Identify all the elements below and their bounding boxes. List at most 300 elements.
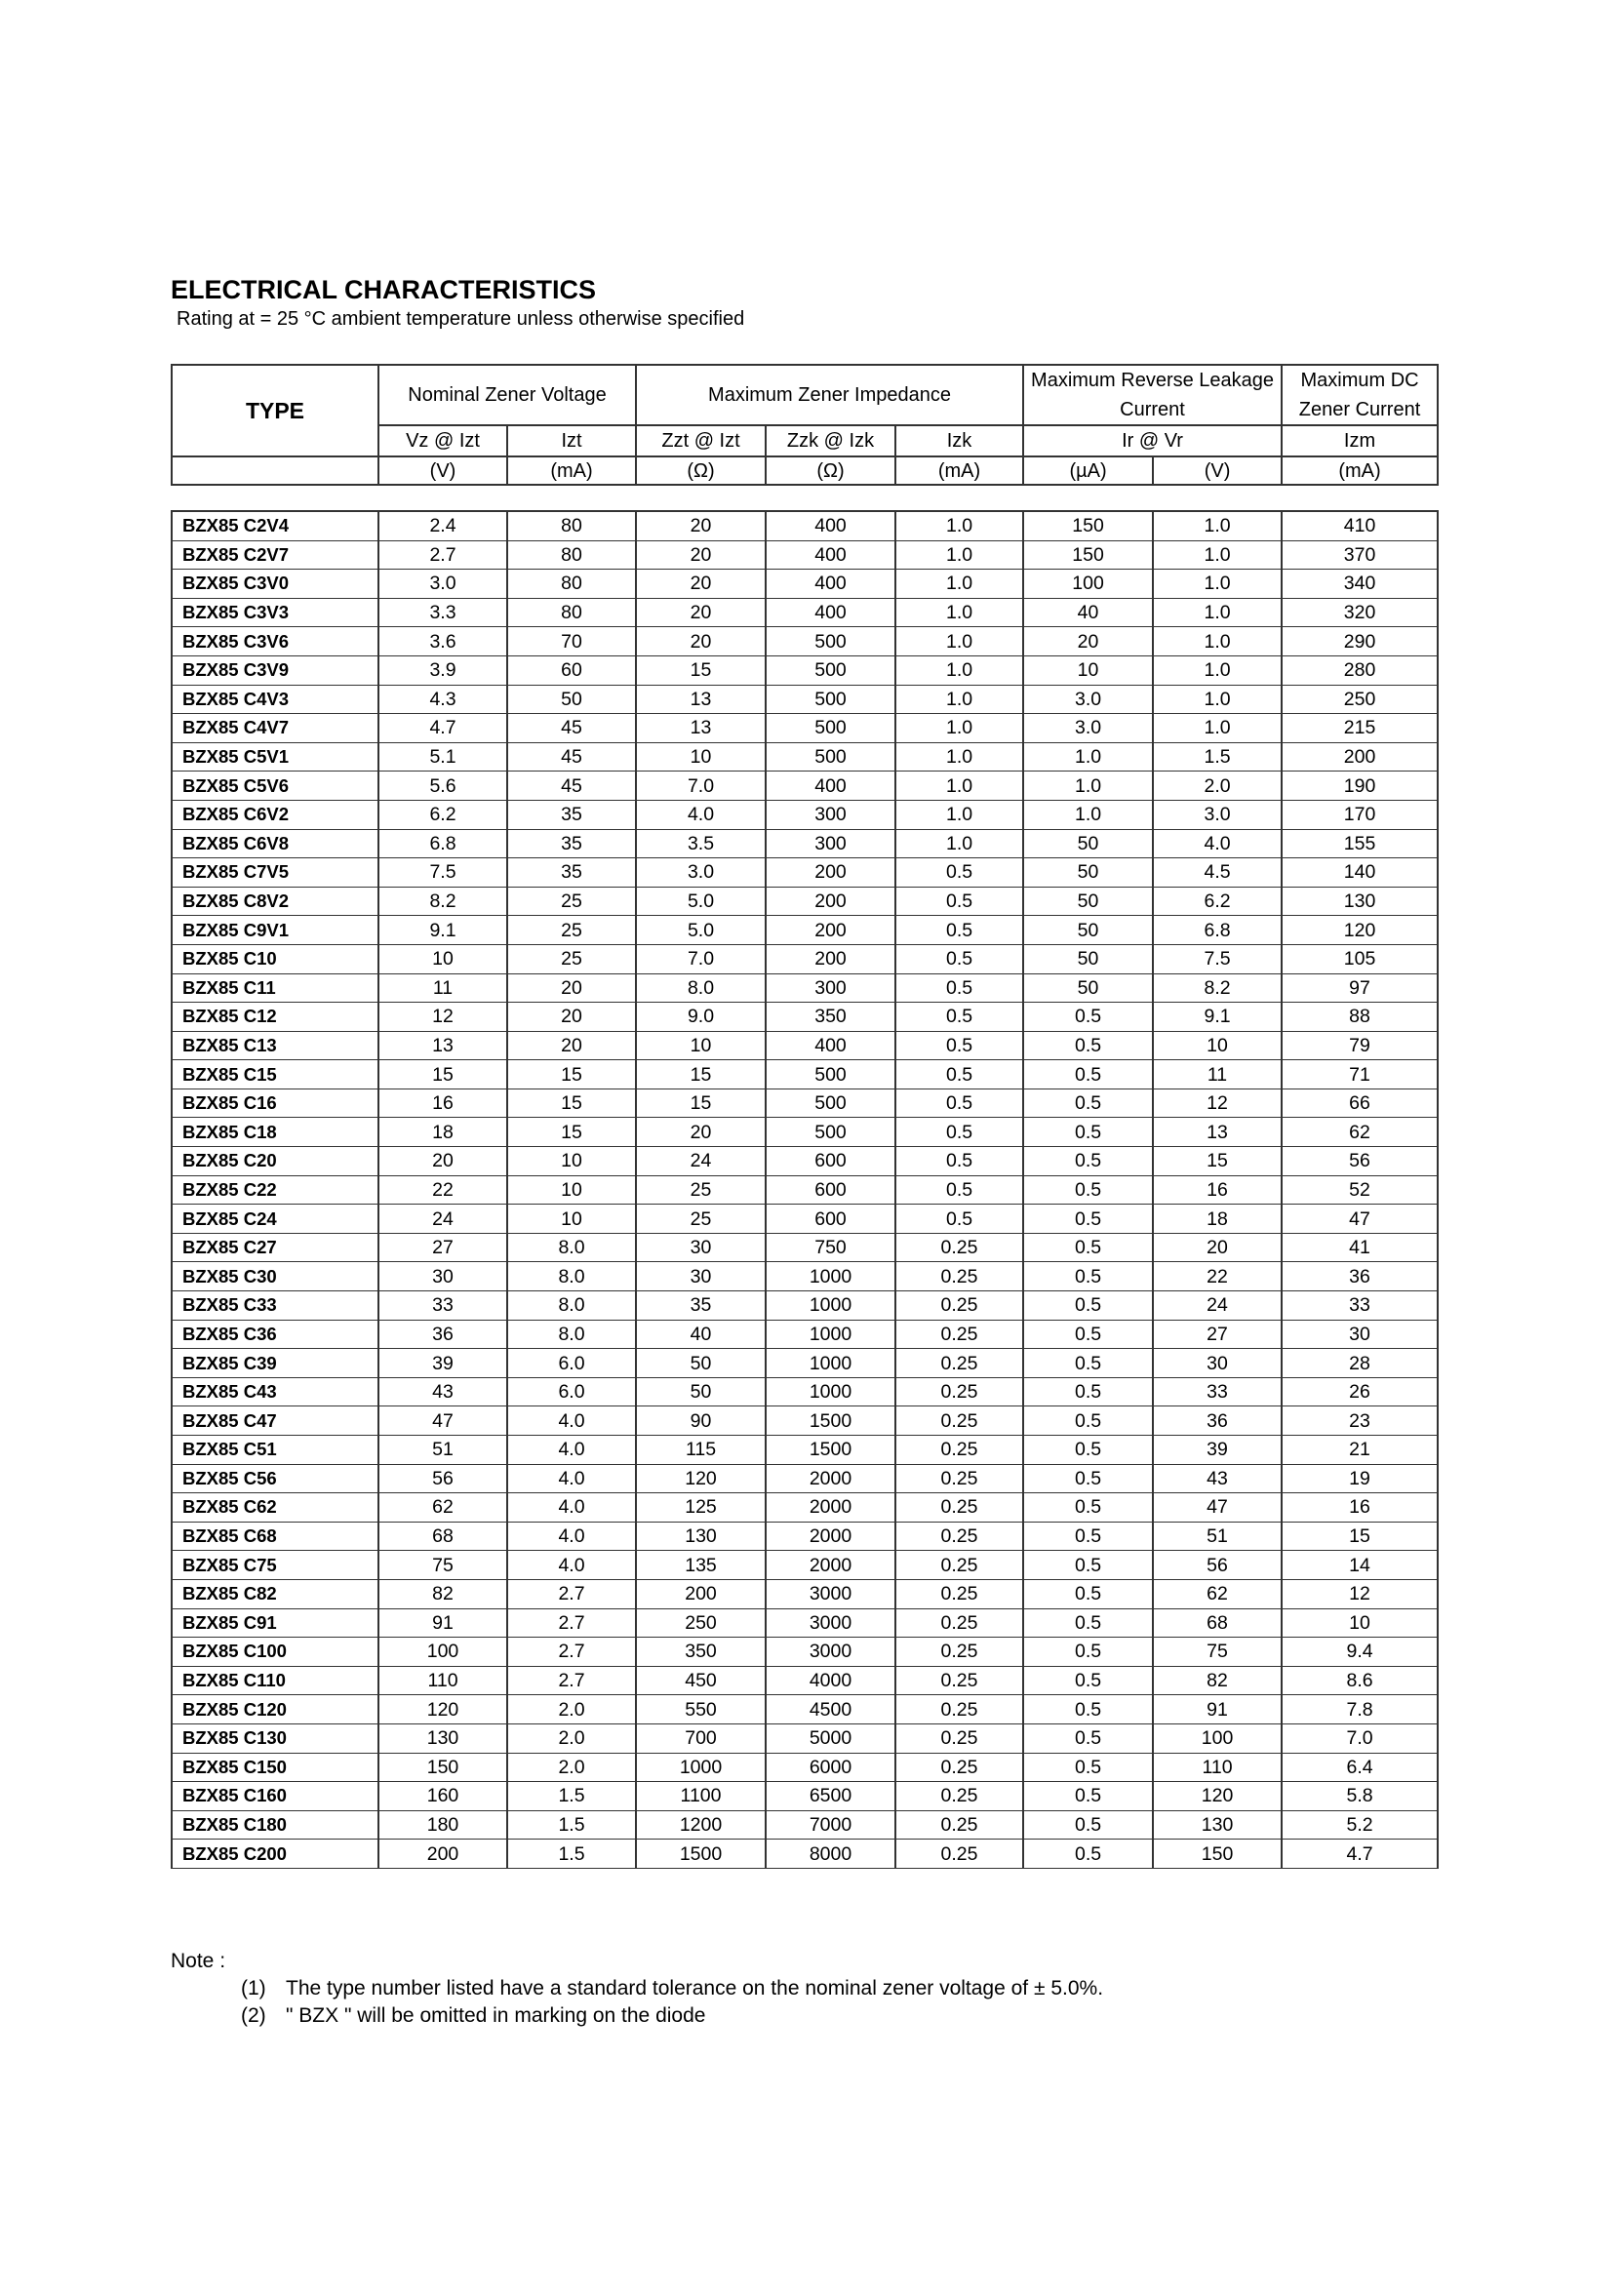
cell-izk: 0.25 (895, 1753, 1023, 1782)
cell-type: BZX85 C5V1 (172, 742, 378, 772)
cell-zzt: 125 (636, 1493, 766, 1523)
cell-zzt: 25 (636, 1205, 766, 1234)
cell-izm: 19 (1282, 1464, 1438, 1493)
cell-zzk: 6500 (766, 1782, 895, 1811)
cell-ir: 1.0 (1023, 772, 1153, 801)
cell-ir: 0.5 (1023, 1377, 1153, 1406)
cell-ir: 50 (1023, 887, 1153, 916)
cell-zzt: 50 (636, 1377, 766, 1406)
cell-type: BZX85 C75 (172, 1551, 378, 1580)
cell-type: BZX85 C11 (172, 973, 378, 1003)
cell-izk: 0.25 (895, 1262, 1023, 1291)
cell-zzt: 115 (636, 1436, 766, 1465)
cell-vz: 12 (378, 1003, 507, 1032)
cell-ir: 0.5 (1023, 1175, 1153, 1205)
table-row (172, 714, 1438, 743)
cell-vr: 1.0 (1153, 540, 1282, 570)
cell-ir: 3.0 (1023, 714, 1153, 743)
cell-vz: 24 (378, 1205, 507, 1234)
table-row (172, 1060, 1438, 1089)
cell-zzt: 120 (636, 1464, 766, 1493)
cell-zzt: 135 (636, 1551, 766, 1580)
cell-vr: 1.5 (1153, 742, 1282, 772)
table-row (172, 598, 1438, 627)
cell-izk: 1.0 (895, 655, 1023, 685)
cell-zzk: 2000 (766, 1551, 895, 1580)
cell-type: BZX85 C6V8 (172, 829, 378, 858)
note-text: " BZX " will be omitted in marking on the diode (286, 2004, 706, 2027)
cell-ir: 0.5 (1023, 1840, 1153, 1869)
cell-ir: 0.5 (1023, 1753, 1153, 1782)
cell-ir: 0.5 (1023, 1089, 1153, 1118)
cell-izk: 1.0 (895, 511, 1023, 540)
cell-izm: 79 (1282, 1031, 1438, 1060)
cell-izk: 0.5 (895, 1205, 1023, 1234)
maximum-zener-impedance-header: Maximum Zener Impedance (636, 365, 1023, 425)
table-row (172, 800, 1438, 829)
cell-zzt: 5.0 (636, 887, 766, 916)
table-spacer (172, 485, 1438, 511)
cell-izt: 4.0 (507, 1464, 636, 1493)
cell-vr: 15 (1153, 1147, 1282, 1176)
cell-ir: 0.5 (1023, 1233, 1153, 1262)
cell-izm: 4.7 (1282, 1840, 1438, 1869)
cell-vz: 22 (378, 1175, 507, 1205)
table-row (172, 772, 1438, 801)
cell-vz: 82 (378, 1579, 507, 1608)
cell-izt: 6.0 (507, 1349, 636, 1378)
cell-ir: 150 (1023, 511, 1153, 540)
table-row (172, 742, 1438, 772)
cell-izt: 2.7 (507, 1579, 636, 1608)
cell-izk: 0.25 (895, 1551, 1023, 1580)
symbol-zzk-izk: Zzk @ Izk (766, 425, 895, 456)
cell-izk: 0.5 (895, 944, 1023, 973)
cell-zzt: 25 (636, 1175, 766, 1205)
cell-ir: 0.5 (1023, 1349, 1153, 1378)
cell-ir: 0.5 (1023, 1579, 1153, 1608)
cell-izm: 7.0 (1282, 1723, 1438, 1753)
cell-ir: 0.5 (1023, 1493, 1153, 1523)
unit-zzt: (Ω) (636, 456, 766, 485)
cell-vr: 36 (1153, 1406, 1282, 1436)
cell-type: BZX85 C62 (172, 1493, 378, 1523)
note-number: (2) (241, 2004, 266, 2027)
table-row (172, 858, 1438, 888)
cell-type: BZX85 C150 (172, 1753, 378, 1782)
cell-izt: 4.0 (507, 1406, 636, 1436)
cell-type: BZX85 C18 (172, 1118, 378, 1147)
cell-vr: 18 (1153, 1205, 1282, 1234)
table-row (172, 1089, 1438, 1118)
cell-type: BZX85 C22 (172, 1175, 378, 1205)
cell-type: BZX85 C27 (172, 1233, 378, 1262)
cell-izm: 155 (1282, 829, 1438, 858)
cell-vz: 120 (378, 1695, 507, 1724)
table-row (172, 655, 1438, 685)
cell-zzt: 15 (636, 1060, 766, 1089)
cell-ir: 0.5 (1023, 1666, 1153, 1695)
cell-izm: 16 (1282, 1493, 1438, 1523)
cell-izk: 0.5 (895, 916, 1023, 945)
cell-izk: 0.5 (895, 1003, 1023, 1032)
cell-type: BZX85 C6V2 (172, 800, 378, 829)
cell-vr: 9.1 (1153, 1003, 1282, 1032)
cell-vr: 91 (1153, 1695, 1282, 1724)
cell-izt: 1.5 (507, 1840, 636, 1869)
cell-izm: 30 (1282, 1320, 1438, 1349)
table-row (172, 1782, 1438, 1811)
table-row (172, 1666, 1438, 1695)
cell-izt: 8.0 (507, 1320, 636, 1349)
cell-zzt: 10 (636, 742, 766, 772)
cell-vr: 130 (1153, 1810, 1282, 1840)
cell-izm: 170 (1282, 800, 1438, 829)
cell-vz: 3.9 (378, 655, 507, 685)
note-text: The type number listed have a standard tolerance on the nominal zener voltage of ± 5.0%. (286, 1977, 1104, 1999)
table-row (172, 570, 1438, 599)
cell-vr: 56 (1153, 1551, 1282, 1580)
cell-vz: 100 (378, 1638, 507, 1667)
table-row (172, 1753, 1438, 1782)
cell-izk: 1.0 (895, 540, 1023, 570)
cell-izm: 410 (1282, 511, 1438, 540)
cell-type: BZX85 C4V3 (172, 685, 378, 714)
cell-zzk: 4000 (766, 1666, 895, 1695)
cell-zzt: 24 (636, 1147, 766, 1176)
table-row (172, 1406, 1438, 1436)
table-row (172, 1291, 1438, 1321)
cell-izk: 0.25 (895, 1320, 1023, 1349)
cell-ir: 0.5 (1023, 1522, 1153, 1551)
cell-zzt: 700 (636, 1723, 766, 1753)
cell-izt: 2.0 (507, 1723, 636, 1753)
cell-izk: 0.25 (895, 1233, 1023, 1262)
cell-zzk: 7000 (766, 1810, 895, 1840)
cell-ir: 10 (1023, 655, 1153, 685)
cell-izk: 1.0 (895, 714, 1023, 743)
cell-vz: 16 (378, 1089, 507, 1118)
cell-zzk: 200 (766, 916, 895, 945)
table-row (172, 1579, 1438, 1608)
cell-type: BZX85 C56 (172, 1464, 378, 1493)
cell-izt: 45 (507, 742, 636, 772)
table-row (172, 1118, 1438, 1147)
cell-izm: 105 (1282, 944, 1438, 973)
cell-izk: 0.25 (895, 1579, 1023, 1608)
cell-izt: 1.5 (507, 1810, 636, 1840)
cell-vz: 7.5 (378, 858, 507, 888)
cell-zzk: 300 (766, 973, 895, 1003)
table-row (172, 540, 1438, 570)
cell-type: BZX85 C160 (172, 1782, 378, 1811)
cell-zzk: 500 (766, 714, 895, 743)
cell-vz: 130 (378, 1723, 507, 1753)
cell-zzk: 400 (766, 511, 895, 540)
cell-izm: 215 (1282, 714, 1438, 743)
cell-izk: 0.25 (895, 1782, 1023, 1811)
cell-zzk: 400 (766, 570, 895, 599)
cell-vr: 13 (1153, 1118, 1282, 1147)
cell-ir: 0.5 (1023, 1464, 1153, 1493)
cell-izt: 8.0 (507, 1262, 636, 1291)
cell-zzt: 13 (636, 685, 766, 714)
cell-izk: 1.0 (895, 570, 1023, 599)
cell-type: BZX85 C3V6 (172, 627, 378, 656)
symbol-izk: Izk (895, 425, 1023, 456)
cell-izt: 20 (507, 1003, 636, 1032)
cell-zzt: 30 (636, 1262, 766, 1291)
cell-ir: 150 (1023, 540, 1153, 570)
table-row (172, 1205, 1438, 1234)
cell-zzk: 600 (766, 1147, 895, 1176)
cell-vr: 10 (1153, 1031, 1282, 1060)
characteristics-table (171, 364, 1439, 1869)
cell-zzk: 350 (766, 1003, 895, 1032)
cell-type: BZX85 C120 (172, 1695, 378, 1724)
cell-vr: 1.0 (1153, 511, 1282, 540)
cell-zzt: 50 (636, 1349, 766, 1378)
table-row (172, 1031, 1438, 1060)
cell-zzt: 35 (636, 1291, 766, 1321)
cell-vz: 2.4 (378, 511, 507, 540)
cell-izt: 60 (507, 655, 636, 685)
unit-vz: (V) (378, 456, 507, 485)
cell-izm: 52 (1282, 1175, 1438, 1205)
cell-type: BZX85 C110 (172, 1666, 378, 1695)
cell-zzk: 1000 (766, 1262, 895, 1291)
cell-izt: 35 (507, 800, 636, 829)
cell-zzt: 15 (636, 1089, 766, 1118)
cell-ir: 0.5 (1023, 1551, 1153, 1580)
unit-izm: (mA) (1282, 456, 1438, 485)
cell-zzt: 1100 (636, 1782, 766, 1811)
cell-ir: 50 (1023, 829, 1153, 858)
cell-type: BZX85 C7V5 (172, 858, 378, 888)
cell-ir: 50 (1023, 858, 1153, 888)
symbol-izm: Izm (1282, 425, 1438, 456)
cell-ir: 0.5 (1023, 1638, 1153, 1667)
unit-ir: (µA) (1023, 456, 1153, 485)
cell-izm: 23 (1282, 1406, 1438, 1436)
cell-vr: 6.8 (1153, 916, 1282, 945)
cell-zzk: 300 (766, 829, 895, 858)
cell-type: BZX85 C24 (172, 1205, 378, 1234)
cell-izt: 20 (507, 973, 636, 1003)
cell-vz: 5.1 (378, 742, 507, 772)
cell-zzt: 90 (636, 1406, 766, 1436)
cell-ir: 0.5 (1023, 1291, 1153, 1321)
cell-izt: 2.7 (507, 1608, 636, 1638)
cell-izt: 80 (507, 511, 636, 540)
cell-vz: 160 (378, 1782, 507, 1811)
cell-type: BZX85 C91 (172, 1608, 378, 1638)
cell-vr: 20 (1153, 1233, 1282, 1262)
cell-zzk: 500 (766, 742, 895, 772)
cell-ir: 0.5 (1023, 1782, 1153, 1811)
cell-zzk: 3000 (766, 1608, 895, 1638)
cell-vr: 1.0 (1153, 570, 1282, 599)
cell-izt: 10 (507, 1175, 636, 1205)
cell-izk: 0.5 (895, 1089, 1023, 1118)
cell-izm: 21 (1282, 1436, 1438, 1465)
cell-zzk: 1000 (766, 1377, 895, 1406)
cell-izm: 9.4 (1282, 1638, 1438, 1667)
cell-izt: 20 (507, 1031, 636, 1060)
cell-type: BZX85 C130 (172, 1723, 378, 1753)
cell-ir: 50 (1023, 944, 1153, 973)
cell-izt: 10 (507, 1205, 636, 1234)
cell-vr: 1.0 (1153, 627, 1282, 656)
cell-zzk: 2000 (766, 1493, 895, 1523)
cell-izm: 120 (1282, 916, 1438, 945)
cell-ir: 0.5 (1023, 1031, 1153, 1060)
cell-izt: 15 (507, 1089, 636, 1118)
table-row (172, 1175, 1438, 1205)
cell-izk: 0.25 (895, 1666, 1023, 1695)
cell-izt: 2.0 (507, 1753, 636, 1782)
unit-izk: (mA) (895, 456, 1023, 485)
type-header: TYPE (172, 365, 378, 456)
cell-izm: 10 (1282, 1608, 1438, 1638)
cell-izm: 250 (1282, 685, 1438, 714)
cell-ir: 1.0 (1023, 742, 1153, 772)
table-row (172, 1320, 1438, 1349)
cell-izk: 0.5 (895, 858, 1023, 888)
table-row (172, 973, 1438, 1003)
cell-izk: 1.0 (895, 742, 1023, 772)
cell-vz: 62 (378, 1493, 507, 1523)
cell-zzt: 20 (636, 598, 766, 627)
cell-izt: 80 (507, 598, 636, 627)
note-item (171, 2002, 1103, 2030)
cell-zzk: 8000 (766, 1840, 895, 1869)
cell-zzt: 20 (636, 570, 766, 599)
cell-ir: 0.5 (1023, 1608, 1153, 1638)
cell-vr: 1.0 (1153, 598, 1282, 627)
cell-izm: 8.6 (1282, 1666, 1438, 1695)
cell-zzk: 3000 (766, 1638, 895, 1667)
cell-vz: 110 (378, 1666, 507, 1695)
cell-type: BZX85 C43 (172, 1377, 378, 1406)
table-row (172, 1551, 1438, 1580)
cell-type: BZX85 C51 (172, 1436, 378, 1465)
cell-izk: 0.25 (895, 1695, 1023, 1724)
cell-type: BZX85 C3V9 (172, 655, 378, 685)
cell-izm: 15 (1282, 1522, 1438, 1551)
table-row (172, 511, 1438, 540)
cell-zzt: 7.0 (636, 944, 766, 973)
table-row (172, 1840, 1438, 1869)
cell-vz: 33 (378, 1291, 507, 1321)
cell-ir: 1.0 (1023, 800, 1153, 829)
cell-vr: 68 (1153, 1608, 1282, 1638)
cell-izm: 66 (1282, 1089, 1438, 1118)
cell-zzt: 1200 (636, 1810, 766, 1840)
cell-izm: 88 (1282, 1003, 1438, 1032)
cell-zzk: 400 (766, 772, 895, 801)
symbol-izt: Izt (507, 425, 636, 456)
cell-izm: 33 (1282, 1291, 1438, 1321)
cell-type: BZX85 C33 (172, 1291, 378, 1321)
cell-izm: 140 (1282, 858, 1438, 888)
table-row (172, 627, 1438, 656)
cell-izt: 80 (507, 570, 636, 599)
cell-zzk: 3000 (766, 1579, 895, 1608)
cell-vr: 3.0 (1153, 800, 1282, 829)
cell-izk: 0.5 (895, 1031, 1023, 1060)
cell-type: BZX85 C15 (172, 1060, 378, 1089)
cell-izm: 130 (1282, 887, 1438, 916)
cell-izt: 50 (507, 685, 636, 714)
cell-vz: 4.7 (378, 714, 507, 743)
cell-vz: 9.1 (378, 916, 507, 945)
cell-vr: 30 (1153, 1349, 1282, 1378)
cell-izk: 0.5 (895, 1060, 1023, 1089)
table-row (172, 829, 1438, 858)
cell-ir: 0.5 (1023, 1406, 1153, 1436)
cell-vr: 22 (1153, 1262, 1282, 1291)
cell-izm: 36 (1282, 1262, 1438, 1291)
cell-izk: 0.5 (895, 1118, 1023, 1147)
cell-vz: 43 (378, 1377, 507, 1406)
cell-izm: 370 (1282, 540, 1438, 570)
cell-zzk: 500 (766, 1089, 895, 1118)
cell-izk: 0.25 (895, 1406, 1023, 1436)
cell-vz: 13 (378, 1031, 507, 1060)
cell-zzt: 250 (636, 1608, 766, 1638)
cell-izk: 1.0 (895, 829, 1023, 858)
cell-vr: 4.5 (1153, 858, 1282, 888)
cell-type: BZX85 C12 (172, 1003, 378, 1032)
cell-zzt: 15 (636, 655, 766, 685)
cell-vz: 30 (378, 1262, 507, 1291)
cell-izt: 15 (507, 1060, 636, 1089)
cell-izk: 0.25 (895, 1608, 1023, 1638)
cell-vz: 18 (378, 1118, 507, 1147)
notes-section (171, 1948, 1103, 2030)
cell-vz: 27 (378, 1233, 507, 1262)
cell-zzt: 3.5 (636, 829, 766, 858)
cell-izt: 2.7 (507, 1638, 636, 1667)
table-row (172, 1608, 1438, 1638)
cell-izk: 1.0 (895, 598, 1023, 627)
cell-izt: 45 (507, 714, 636, 743)
table-body (172, 511, 1438, 1868)
cell-zzt: 1000 (636, 1753, 766, 1782)
cell-ir: 40 (1023, 598, 1153, 627)
cell-izt: 35 (507, 829, 636, 858)
cell-zzt: 130 (636, 1522, 766, 1551)
cell-izt: 8.0 (507, 1291, 636, 1321)
cell-vr: 100 (1153, 1723, 1282, 1753)
cell-vz: 6.2 (378, 800, 507, 829)
cell-vr: 27 (1153, 1320, 1282, 1349)
cell-vr: 39 (1153, 1436, 1282, 1465)
cell-type: BZX85 C68 (172, 1522, 378, 1551)
table-row (172, 1147, 1438, 1176)
cell-izm: 280 (1282, 655, 1438, 685)
cell-zzk: 500 (766, 1060, 895, 1089)
cell-vz: 6.8 (378, 829, 507, 858)
cell-izt: 4.0 (507, 1493, 636, 1523)
cell-izm: 6.4 (1282, 1753, 1438, 1782)
cell-ir: 0.5 (1023, 1262, 1153, 1291)
cell-izt: 4.0 (507, 1551, 636, 1580)
cell-vz: 15 (378, 1060, 507, 1089)
cell-izk: 0.25 (895, 1638, 1023, 1667)
cell-zzk: 500 (766, 655, 895, 685)
